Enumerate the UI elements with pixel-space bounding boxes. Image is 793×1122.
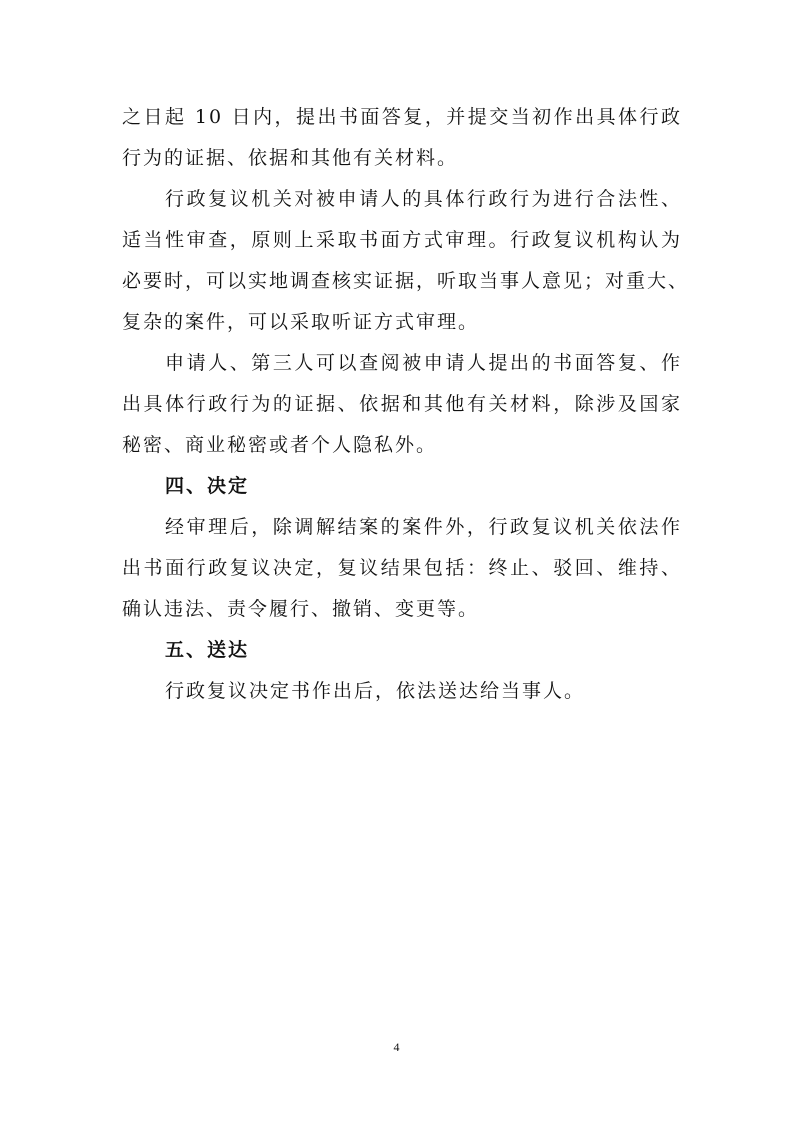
text-line: 复杂的案件，可以采取听证方式审理。 [122, 311, 480, 333]
text-line: 申请人、第三人可以查阅被申请人提出的书面答复、作 [165, 352, 682, 374]
text-line: 经审理后，除调解结案的案件外，行政复议机关依法作 [165, 516, 682, 538]
section-heading-service: 五、送达 [165, 639, 250, 661]
text-line: 行为的证据、依据和其他有关材料。 [122, 147, 459, 169]
section-heading-decision: 四、决定 [165, 475, 250, 497]
text-line: 必要时，可以实地调查核实证据，听取当事人意见；对重大、 [122, 270, 690, 292]
text-line: 之日起 10 日内，提出书面答复，并提交当初作出具体行政 [122, 106, 682, 128]
page-number: 4 [393, 1040, 400, 1054]
text-line: 行政复议机关对被申请人的具体行政行为进行合法性、 [165, 188, 682, 210]
text-line: 适当性审查，原则上采取书面方式审理。行政复议机构认为 [122, 229, 682, 251]
text-line: 行政复议决定书作出后，依法送达给当事人。 [165, 680, 586, 702]
text-line: 出具体行政行为的证据、依据和其他有关材料，除涉及国家 [122, 393, 682, 415]
text-line: 秘密、商业秘密或者个人隐私外。 [122, 434, 438, 456]
text-line: 确认违法、责令履行、撤销、变更等。 [122, 598, 480, 620]
document-body [122, 97, 690, 712]
text-line: 出书面行政复议决定，复议结果包括：终止、驳回、维持、 [122, 557, 682, 579]
